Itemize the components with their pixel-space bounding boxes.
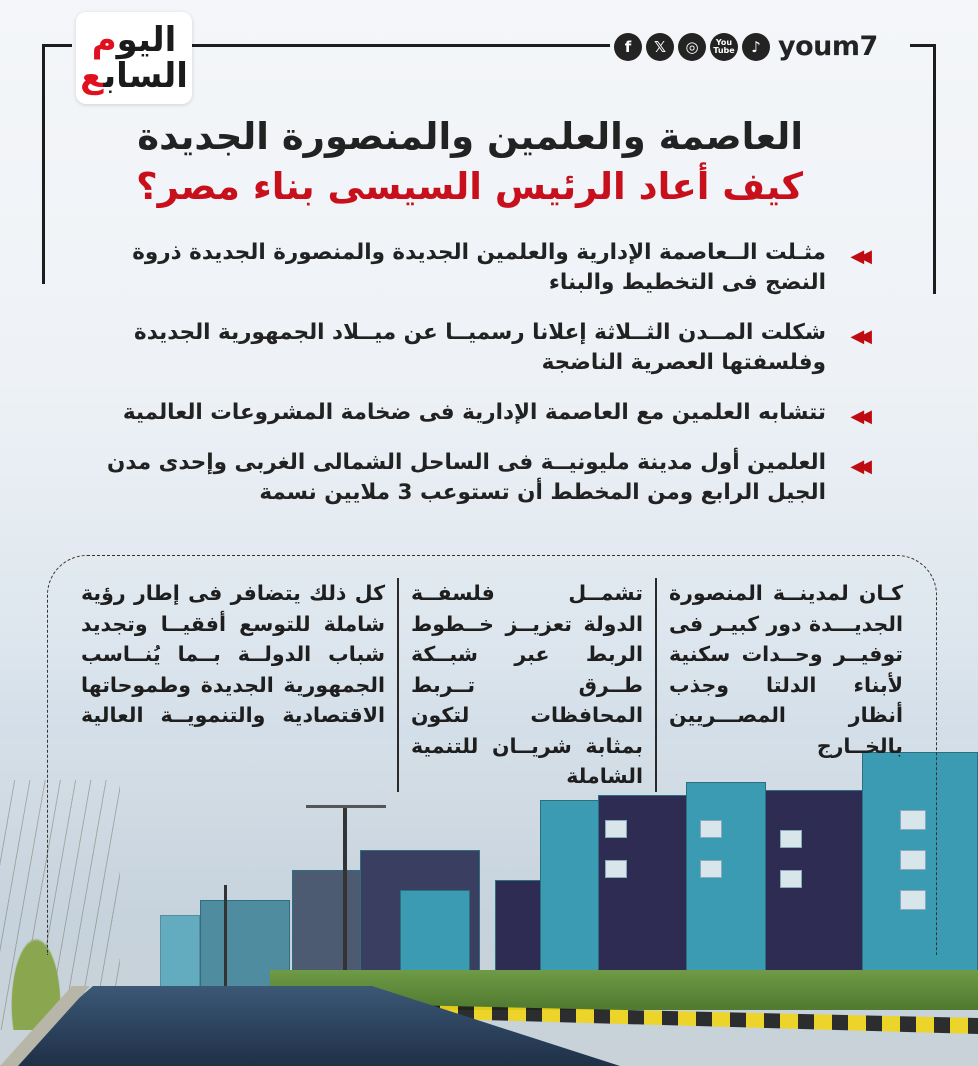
bullet-item (106, 448, 866, 508)
youm7-logo[interactable] (76, 12, 192, 104)
logo-line-1: اليوم (91, 20, 177, 60)
column-road-network: تشمــل فلسفــة الدولة تعزيــز خــطوط الربط عبر شبــكة طــرق تــربط المحافظات لتكون بمثابة شريــان للتنمية الشاملة (399, 578, 657, 792)
frame-top-mid (192, 44, 610, 47)
title-line-1: العاصمة والعلمين والمنصورة الجديدة (137, 115, 803, 158)
bullet-text: العلمين أول مدينة مليونيــة فى الساحل الشمالى الغربى وإحدى مدن الجيل الرابع ومن المخطط أن تستوعب 3 ملايين نسمة (107, 450, 826, 505)
social-bar (614, 31, 878, 62)
logo-line-2: السابع (80, 56, 188, 96)
info-columns (60, 578, 915, 792)
double-arrow-icon: ◀◀ (850, 246, 866, 267)
bullet-list (106, 238, 866, 528)
frame-left (42, 44, 45, 284)
instagram-icon[interactable]: ◎ (678, 33, 706, 61)
page-title (136, 112, 803, 212)
frame-right (933, 44, 936, 294)
column-vision: كل ذلك يتضافر فى إطار رؤية شاملة للتوسع أفقيــا وتجديد شباب الدولــة بــما يُنــاسب الجمهورية الجديدة وطموحاتها الاقتصادية والتنمويــة العالية (69, 578, 399, 792)
bullet-text: شكلت المــدن الثــلاثة إعلانا رسميــا عن ميــلاد الجمهورية الجديدة وفلسفتها العصرية الناضجة (134, 320, 826, 375)
double-arrow-icon: ◀◀ (850, 326, 866, 347)
title-line-2: كيف أعاد الرئيس السيسى بناء مصر؟ (136, 165, 803, 208)
frame-top-left (42, 44, 72, 47)
youtube-icon[interactable]: You Tube (710, 33, 738, 61)
bullet-item (106, 238, 866, 298)
brand-name: youm7 (778, 31, 878, 62)
column-new-mansoura: كـان لمدينــة المنصورة الجديـــدة دور كبيـر فى توفيــر وحــدات سكنية لأبناء الدلتا وجذب أنظار المصـــريين بالخــارج (669, 581, 903, 758)
bullet-item (106, 398, 866, 428)
bullet-text: مثـلت الــعاصمة الإدارية والعلمين الجديدة والمنصورة الجديدة ذروة النضج فى التخطيط والبناء (132, 240, 826, 295)
bullet-item (106, 318, 866, 378)
x-icon[interactable]: 𝕏 (646, 33, 674, 61)
double-arrow-icon: ◀◀ (850, 406, 866, 427)
tiktok-icon[interactable]: ♪ (742, 33, 770, 61)
bullet-text: تتشابه العلمين مع العاصمة الإدارية فى ضخامة المشروعات العالمية (122, 400, 826, 425)
facebook-icon[interactable]: f (614, 33, 642, 61)
double-arrow-icon: ◀◀ (850, 456, 866, 477)
